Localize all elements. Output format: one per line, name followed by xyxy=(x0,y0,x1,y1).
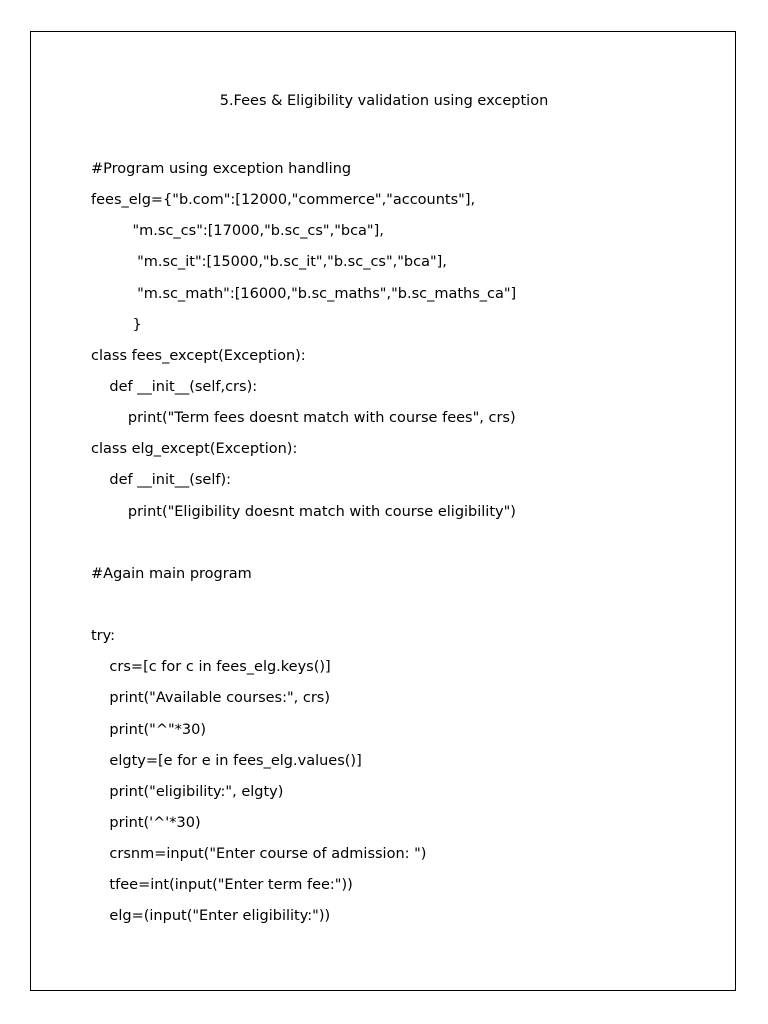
code-line: try: xyxy=(91,628,116,645)
code-line: def __init__(self,crs): xyxy=(91,378,258,395)
code-line: tfee=int(input("Enter term fee:")) xyxy=(91,877,353,894)
code-line: #Again main program xyxy=(91,565,252,582)
code-block xyxy=(91,154,516,933)
code-line: print("Available courses:", crs) xyxy=(91,690,331,707)
code-line: "m.sc_it":[15000,"b.sc_it","b.sc_cs","bca"], xyxy=(91,254,447,271)
code-line: fees_elg={"b.com":[12000,"commerce","accounts"], xyxy=(91,192,476,209)
code-line xyxy=(91,590,516,621)
code-line: crsnm=input("Enter course of admission: ") xyxy=(91,846,427,863)
code-line: print("^"*30) xyxy=(91,721,207,738)
code-line: } xyxy=(91,316,142,333)
code-line: print('^'*30) xyxy=(91,814,201,831)
code-line: class fees_except(Exception): xyxy=(91,347,306,364)
code-line: print("eligibility:", elgty) xyxy=(91,783,284,800)
code-line: def __init__(self): xyxy=(91,472,232,489)
code-line: elg=(input("Enter eligibility:")) xyxy=(91,908,331,925)
code-line: "m.sc_cs":[17000,"b.sc_cs","bca"], xyxy=(91,223,384,240)
code-line: print("Eligibility doesnt match with course eligibility") xyxy=(91,503,516,520)
code-line: #Program using exception handling xyxy=(91,161,352,177)
code-line: print("Term fees doesnt match with course fees", crs) xyxy=(91,410,516,427)
code-line: crs=[c for c in fees_elg.keys()] xyxy=(91,659,331,676)
code-line: "m.sc_math":[16000,"b.sc_maths","b.sc_maths_ca"] xyxy=(91,285,517,302)
code-line xyxy=(91,528,516,559)
document-title: 5.Fees & Eligibility validation using exception xyxy=(219,93,549,109)
code-line: class elg_except(Exception): xyxy=(91,441,298,458)
code-line: elgty=[e for e in fees_elg.values()] xyxy=(91,752,362,769)
